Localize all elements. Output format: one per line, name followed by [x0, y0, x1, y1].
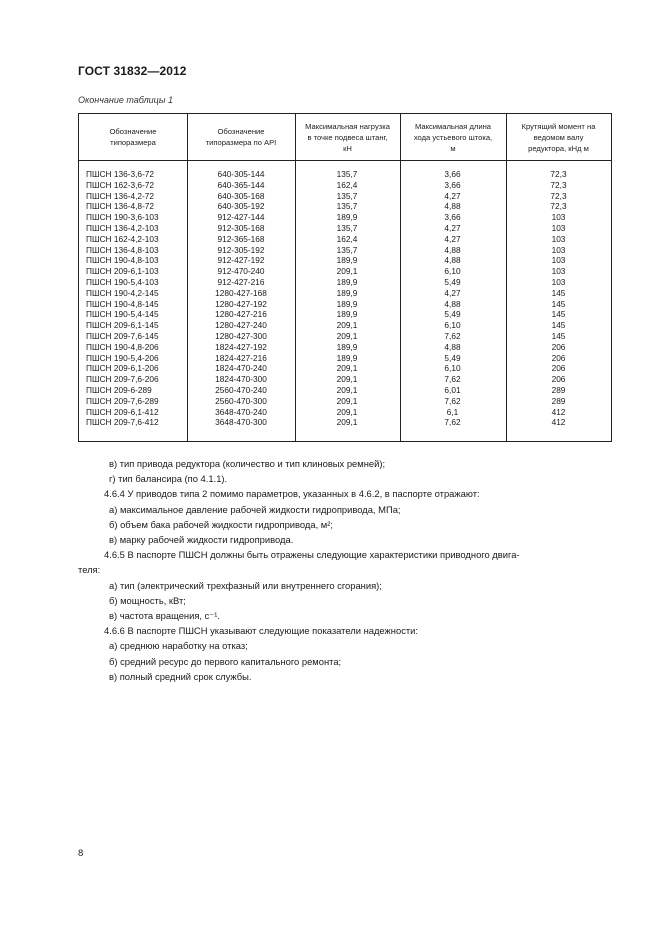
- table-cell: 289: [551, 395, 566, 406]
- table-cell: 6,01: [444, 384, 461, 395]
- body-text: [78, 456, 618, 684]
- table-cell: 6,1: [446, 406, 459, 417]
- table-cell: 135,7: [336, 190, 358, 201]
- table-cell: 209,1: [336, 406, 358, 417]
- table-cell: 7,62: [444, 374, 461, 385]
- table-cell: 135,7: [336, 169, 358, 179]
- list-item: б) средний ресурс до первого капитального ремонта;: [109, 655, 342, 667]
- table-cell: ПШСН 190-4,8-103: [86, 255, 159, 266]
- table-cell: 145: [551, 309, 566, 320]
- table-cell: 145: [551, 320, 566, 331]
- table-cell: 209,1: [336, 330, 358, 341]
- table-header-row: [79, 114, 611, 161]
- document-header: ГОСТ 31832—2012: [78, 64, 187, 78]
- table-cell: 206: [551, 374, 566, 385]
- table-cell: ПШСН 190-4,2-145: [86, 287, 159, 298]
- table-cell: 1824-470-300: [215, 374, 267, 385]
- table-cell: 3648-470-300: [215, 417, 267, 428]
- table-cell: 4,27: [444, 222, 461, 233]
- table-cell: 206: [551, 363, 566, 374]
- table-caption: Окончание таблицы 1: [78, 95, 173, 105]
- col-header-max-stroke: Максимальная длина хода устьевого штока, м: [413, 121, 493, 153]
- table-cell: 1824-427-216: [215, 352, 267, 363]
- table-cell: ПШСН 136-4,2-103: [86, 222, 159, 233]
- table-cell: 4,88: [444, 255, 461, 266]
- table-cell: 103: [551, 222, 566, 233]
- table-cell: 4,27: [444, 190, 461, 201]
- list-item: а) максимальное давление рабочей жидкости гидропривода, МПа;: [109, 503, 401, 515]
- table-cell: 189,9: [336, 276, 358, 287]
- table-cell: 103: [551, 244, 566, 255]
- table-cell: ПШСН 209-6,1-412: [86, 406, 159, 417]
- table-cell: 162,4: [336, 179, 358, 190]
- column-designation: [86, 169, 159, 428]
- table-cell: 206: [551, 352, 566, 363]
- list-item: в) частота вращения, с⁻¹.: [109, 610, 220, 622]
- table-cell: 209,1: [336, 266, 358, 277]
- table-cell: 145: [551, 287, 566, 298]
- table-cell: 145: [551, 298, 566, 309]
- table-cell: 640-305-192: [217, 201, 265, 212]
- table-cell: 209,1: [336, 417, 358, 428]
- table-cell: ПШСН 209-6,1-103: [86, 266, 159, 277]
- col-header-designation: Обозначение типоразмера: [109, 127, 157, 147]
- column-max-load: [295, 169, 399, 428]
- table-cell: 209,1: [336, 395, 358, 406]
- table-cell: 209,1: [336, 384, 358, 395]
- table-cell: 912-305-192: [217, 244, 265, 255]
- table-cell: 5,49: [444, 276, 461, 287]
- table-cell: 206: [551, 341, 566, 352]
- table-cell: ПШСН 190-5,4-103: [86, 276, 159, 287]
- table-cell: 6,10: [444, 320, 461, 331]
- table-cell: 912-427-216: [217, 276, 265, 287]
- clause-4-6-4: 4.6.4 У приводов типа 2 помимо параметров, указанных в 4.6.2, в паспорте отражают:: [104, 488, 480, 500]
- table-cell: ПШСН 136-3,6-72: [86, 169, 154, 179]
- table-cell: 3,66: [444, 179, 461, 190]
- table-cell: 7,62: [444, 330, 461, 341]
- table-cell: 912-427-192: [217, 255, 265, 266]
- table-cell: 4,27: [444, 287, 461, 298]
- table-cell: ПШСН 209-6,1-206: [86, 363, 159, 374]
- table-cell: 1824-427-192: [215, 341, 267, 352]
- table-cell: 640-305-168: [217, 190, 265, 201]
- table-cell: 189,9: [336, 341, 358, 352]
- table-cell: 189,9: [336, 287, 358, 298]
- table-cell: ПШСН 209-6,1-145: [86, 320, 159, 331]
- table-cell: 189,9: [336, 309, 358, 320]
- table-cell: 103: [551, 276, 566, 287]
- table-cell: 912-305-168: [217, 222, 265, 233]
- list-item: в) полный средний срок службы.: [109, 670, 252, 682]
- table-cell: 3,66: [444, 212, 461, 223]
- table-cell: 1824-470-240: [215, 363, 267, 374]
- table-cell: 4,27: [444, 233, 461, 244]
- list-item: г) тип балансира (по 4.1.1).: [109, 473, 228, 485]
- table-cell: 1280-427-300: [215, 330, 267, 341]
- table-cell: 640-365-144: [217, 179, 265, 190]
- table-cell: 2560-470-240: [215, 384, 267, 395]
- table-cell: ПШСН 136-4,8-103: [86, 244, 159, 255]
- table-cell: 72,3: [550, 169, 567, 179]
- table-cell: 4,88: [444, 341, 461, 352]
- table-cell: 103: [551, 255, 566, 266]
- table-cell: 2560-470-300: [215, 395, 267, 406]
- list-item: в) тип привода редуктора (количество и тип клиновых ремней);: [109, 458, 386, 469]
- table-cell: 7,62: [444, 417, 461, 428]
- col-header-api-designation: Обозначение типоразмера по API: [205, 127, 277, 147]
- list-item: б) объем бака рабочей жидкости гидропривода, м²;: [109, 518, 333, 530]
- list-item: б) мощность, кВт;: [109, 594, 186, 606]
- table-cell: 135,7: [336, 201, 358, 212]
- table-cell: 135,7: [336, 244, 358, 255]
- table-cell: 209,1: [336, 374, 358, 385]
- table-cell: ПШСН 209-7,6-206: [86, 374, 159, 385]
- table-cell: 1280-427-168: [215, 287, 267, 298]
- column-torque: [506, 169, 611, 428]
- table-cell: 3,66: [444, 169, 461, 179]
- table-cell: 1280-427-192: [215, 298, 267, 309]
- table-cell: ПШСН 190-5,4-145: [86, 309, 159, 320]
- clause-4-6-5: 4.6.5 В паспорте ПШСН должны быть отражены следующие характеристики приводного двига-: [104, 549, 520, 561]
- table-cell: 4,88: [444, 244, 461, 255]
- table-cell: 6,10: [444, 363, 461, 374]
- table-cell: 1280-427-216: [215, 309, 267, 320]
- table-cell: 289: [551, 384, 566, 395]
- table-cell: ПШСН 190-3,6-103: [86, 212, 159, 223]
- table-cell: 72,3: [550, 179, 567, 190]
- table-cell: 1280-427-240: [215, 320, 267, 331]
- list-item: а) среднюю наработку на отказ;: [109, 640, 248, 652]
- table-cell: 189,9: [336, 255, 358, 266]
- table-cell: 912-427-144: [217, 212, 265, 223]
- table-cell: 412: [551, 406, 566, 417]
- table-cell: ПШСН 209-7,6-289: [86, 395, 159, 406]
- table-cell: 209,1: [336, 363, 358, 374]
- table-cell: ПШСН 209-6-289: [86, 384, 152, 395]
- table-cell: 162,4: [336, 233, 358, 244]
- table-cell: 640-305-144: [217, 169, 265, 179]
- table-cell: 72,3: [550, 190, 567, 201]
- table-cell: 135,7: [336, 222, 358, 233]
- table-cell: 209,1: [336, 320, 358, 331]
- table-cell: ПШСН 209-7,6-412: [86, 417, 159, 428]
- clause-4-6-5-continuation: теля:: [78, 564, 101, 576]
- table-cell: ПШСН 136-4,2-72: [86, 190, 154, 201]
- table-cell: 72,3: [550, 201, 567, 212]
- table-cell: 189,9: [336, 352, 358, 363]
- table-cell: 3648-470-240: [215, 406, 267, 417]
- table-cell: ПШСН 190-5,4-206: [86, 352, 159, 363]
- page-number: 8: [78, 848, 84, 859]
- table-cell: 5,49: [444, 309, 461, 320]
- table-cell: 4,88: [444, 201, 461, 212]
- table-cell: 7,62: [444, 395, 461, 406]
- table-cell: ПШСН 190-4,8-206: [86, 341, 159, 352]
- table-cell: 103: [551, 212, 566, 223]
- list-item: а) тип (электрический трехфазный или внутреннего сгорания);: [109, 579, 382, 591]
- table-cell: ПШСН 209-7,6-145: [86, 330, 159, 341]
- table-cell: 145: [551, 330, 566, 341]
- clause-4-6-6: 4.6.6 В паспорте ПШСН указывают следующие показатели надежности:: [104, 625, 419, 637]
- table-cell: ПШСН 136-4,8-72: [86, 201, 154, 212]
- table-cell: 412: [551, 417, 566, 428]
- table-cell: 5,49: [444, 352, 461, 363]
- table-cell: ПШСН 162-3,6-72: [86, 179, 154, 190]
- table-cell: 4,88: [444, 298, 461, 309]
- table-cell: 189,9: [336, 298, 358, 309]
- column-api-designation: [187, 169, 295, 428]
- table-cell: 6,10: [444, 266, 461, 277]
- table-cell: ПШСН 162-4,2-103: [86, 233, 159, 244]
- table-cell: ПШСН 190-4,8-145: [86, 298, 159, 309]
- specifications-table: [78, 113, 612, 442]
- table-cell: 103: [551, 233, 566, 244]
- list-item: в) марку рабочей жидкости гидропривода.: [109, 534, 294, 546]
- col-header-torque: Крутящий момент на ведомом валу редуктора, кНд м: [521, 121, 596, 153]
- table-cell: 103: [551, 266, 566, 277]
- col-header-max-load: Максимальная нагрузка в точке подвеса штанг, кН: [305, 121, 390, 153]
- table-cell: 912-365-168: [217, 233, 265, 244]
- table-cell: 189,9: [336, 212, 358, 223]
- column-max-stroke: [400, 169, 505, 428]
- table-cell: 912-470-240: [217, 266, 265, 277]
